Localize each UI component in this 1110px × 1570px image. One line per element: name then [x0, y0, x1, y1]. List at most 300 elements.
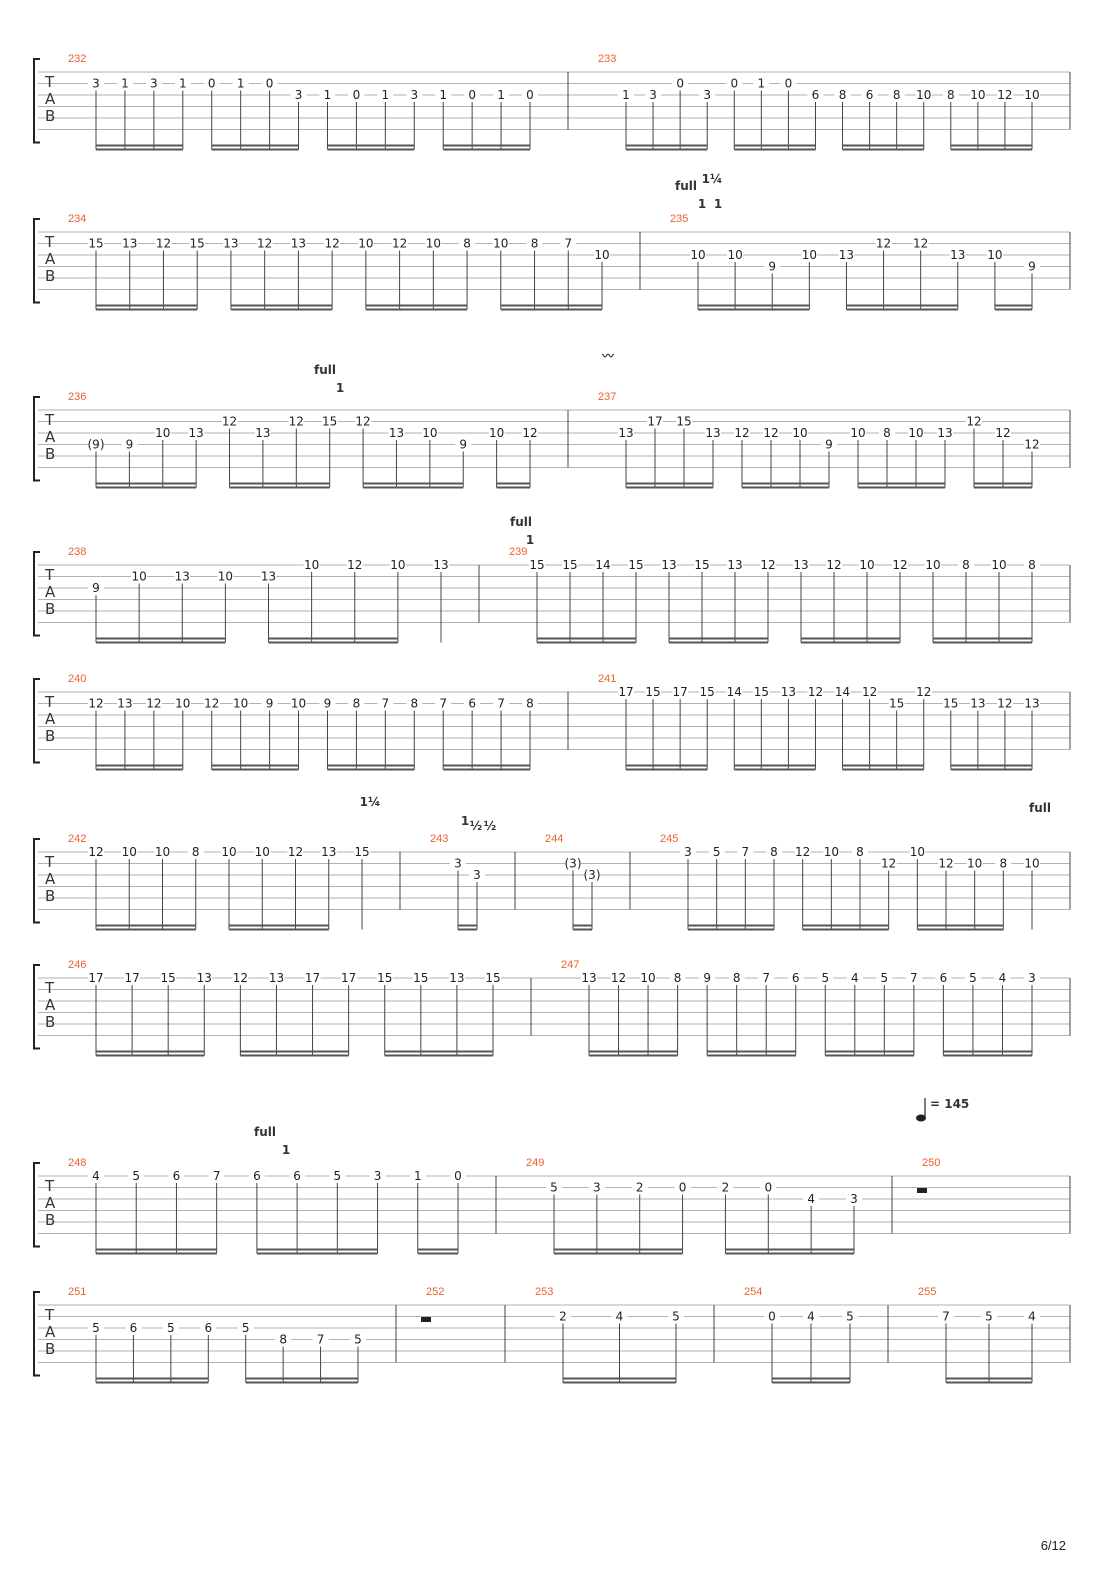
bend-annotation: 1	[697, 197, 707, 211]
bend-annotation: full	[1029, 801, 1051, 815]
fret-number: 15	[676, 414, 692, 429]
fret-number: 12	[1024, 437, 1040, 452]
fret-number: 4	[1028, 1309, 1036, 1324]
fret-number: 8	[673, 971, 682, 985]
beam	[707, 1051, 796, 1053]
measure-number: 237	[598, 391, 617, 403]
fret-number: 15	[753, 685, 769, 699]
fret-number: 15	[485, 971, 501, 985]
tab-clef-letter: T	[45, 411, 55, 429]
tab-clef-letter: T	[45, 566, 55, 584]
fret-number: 3	[454, 856, 462, 871]
fret-number: 9	[825, 437, 833, 452]
beam	[946, 1378, 1032, 1380]
fret-number: 4	[850, 971, 859, 985]
tab-clef-letter: B	[45, 600, 56, 618]
fret-number: 10	[217, 569, 234, 584]
beam	[96, 765, 183, 767]
fret-number: 15	[413, 971, 429, 985]
beam	[734, 765, 815, 767]
system-bracket	[34, 839, 40, 923]
fret-number: 13	[705, 426, 721, 440]
tab-clef-letter: A	[45, 583, 56, 601]
fret-number: 10	[425, 236, 441, 251]
measure-number: 241	[598, 673, 617, 685]
beam	[626, 149, 707, 151]
fret-number: 12	[391, 236, 408, 251]
fret-number: 9	[459, 437, 468, 452]
fret-number: 8	[410, 696, 419, 711]
beam	[96, 305, 197, 307]
fret-number: 3	[649, 88, 657, 102]
fret-number: 1	[323, 88, 332, 102]
fret-number: 12	[997, 696, 1013, 711]
fret-number: 12	[355, 414, 371, 429]
fret-number: 0	[352, 88, 361, 102]
fret-number: 10	[925, 558, 941, 572]
fret-number: 10	[390, 558, 406, 572]
fret-number: 10	[908, 426, 924, 440]
beam	[554, 1249, 683, 1251]
fret-number: 10	[303, 558, 320, 572]
beam	[589, 1055, 678, 1057]
fret-number: 5	[985, 1309, 993, 1324]
beam	[995, 305, 1032, 307]
fret-number: 5	[354, 1332, 362, 1347]
fret-number: 7	[910, 971, 918, 985]
fret-number: 4	[807, 1309, 815, 1324]
beam	[385, 1051, 493, 1053]
fret-number: 17	[618, 685, 634, 699]
fret-number: 10	[967, 856, 983, 871]
tab-clef-letter: B	[45, 107, 56, 125]
beam	[327, 145, 414, 147]
beam	[443, 765, 530, 767]
beam	[951, 149, 1032, 151]
beam	[443, 149, 530, 151]
fret-number: 12	[734, 426, 750, 440]
fret-number: 12	[257, 236, 273, 251]
fret-number: 1	[439, 88, 448, 102]
fret-number: 13	[433, 558, 449, 572]
fret-number: 10	[155, 426, 171, 440]
beam	[725, 1253, 854, 1255]
fret-number: 15	[562, 558, 578, 572]
beam	[501, 309, 602, 311]
bend-annotation: ½	[469, 819, 483, 833]
fret-number: 10	[987, 248, 1003, 262]
vibrato-icon: 〰	[601, 349, 615, 363]
system-bracket	[34, 1163, 40, 1247]
beam	[995, 309, 1032, 311]
fret-number: 13	[122, 236, 138, 251]
fret-number: 13	[223, 236, 239, 251]
beam	[917, 925, 1003, 927]
beam	[231, 309, 332, 311]
beam	[418, 1253, 458, 1255]
fret-number: 17	[124, 971, 140, 985]
fret-number: 8	[770, 845, 778, 859]
fret-number: 4	[807, 1192, 815, 1206]
system-bracket	[34, 965, 40, 1049]
fret-number: 9	[1028, 259, 1036, 274]
fret-number: 3	[373, 1169, 382, 1183]
fret-number: 3	[92, 76, 100, 91]
bend-annotation: ½	[483, 819, 497, 833]
beam	[363, 483, 463, 485]
fret-number: 12	[966, 414, 982, 429]
fret-number: 13	[838, 248, 855, 262]
beam	[96, 487, 196, 489]
fret-number: 5	[167, 1321, 175, 1335]
beam	[858, 487, 945, 489]
fret-number: 8	[530, 236, 539, 251]
beam	[563, 1382, 676, 1384]
measure-number: 244	[545, 833, 564, 845]
fret-number: 3	[1028, 971, 1036, 985]
fret-number: 12	[795, 845, 811, 859]
fret-number: 12	[146, 696, 162, 711]
fret-number: 10	[233, 696, 249, 711]
fret-number: 10	[131, 569, 147, 584]
fret-number: 5	[241, 1321, 250, 1335]
fret-number: 2	[721, 1180, 730, 1195]
beam	[825, 1055, 914, 1057]
beam	[573, 929, 592, 931]
fret-number: 13	[661, 558, 677, 572]
fret-number: 0	[454, 1169, 462, 1183]
fret-number: 0	[768, 1309, 776, 1324]
beam	[269, 638, 398, 640]
fret-number: 1	[757, 76, 766, 91]
beam	[843, 149, 924, 151]
fret-number: 13	[970, 696, 986, 711]
fret-number: 3	[593, 1180, 601, 1195]
fret-number: 10	[488, 426, 505, 440]
fret-number: 10	[254, 845, 270, 859]
fret-number: 3	[703, 88, 712, 102]
beam	[951, 765, 1032, 767]
fret-number: 12	[763, 426, 779, 440]
fret-number: 5	[550, 1180, 558, 1195]
fret-number: 17	[88, 971, 104, 985]
fret-number: 5	[92, 1321, 100, 1335]
fret-number: 10	[909, 845, 925, 859]
fret-number: 15	[628, 558, 644, 572]
fret-number: 7	[381, 696, 390, 711]
fret-number: 6	[172, 1169, 181, 1183]
fret-number: 10	[358, 236, 374, 251]
beam	[951, 145, 1032, 147]
system-bracket	[34, 679, 40, 763]
fret-number: 2	[559, 1309, 567, 1324]
beam	[96, 1051, 204, 1053]
fret-number: 5	[821, 971, 830, 985]
beam	[742, 487, 829, 489]
measure-number: 247	[561, 959, 580, 971]
beam	[366, 305, 467, 307]
fret-number: 8	[883, 426, 891, 440]
fret-number: 12	[760, 558, 776, 572]
fret-number: 8	[352, 696, 361, 711]
measure-number: 251	[68, 1286, 87, 1298]
fret-number: 10	[154, 845, 171, 859]
fret-number: 13	[388, 426, 405, 440]
beam	[734, 149, 815, 151]
fret-number: 10	[792, 426, 808, 440]
measure-number: 238	[68, 546, 87, 558]
fret-number: 6	[253, 1169, 261, 1183]
fret-number: 10	[121, 845, 137, 859]
fret-number: 12	[88, 696, 104, 711]
beam	[801, 638, 900, 640]
fret-number: 15	[189, 236, 205, 251]
fret-number: 8	[191, 845, 200, 859]
fret-number: 10	[801, 248, 817, 262]
beam	[669, 642, 768, 644]
bend-annotation: 1¼	[359, 795, 381, 809]
fret-number: 9	[265, 696, 274, 711]
fret-number: 13	[321, 845, 337, 859]
fret-number: 12	[287, 845, 304, 859]
fret-number: 8	[526, 696, 534, 711]
fret-number: 12	[324, 236, 340, 251]
beam	[497, 487, 530, 489]
fret-number: (3)	[583, 868, 601, 882]
beam	[96, 638, 225, 640]
fret-number: 13	[937, 426, 953, 440]
system-bracket	[34, 1292, 40, 1376]
measure-number: 245	[660, 833, 679, 845]
beam	[363, 487, 463, 489]
fret-number: 12	[288, 414, 304, 429]
bend-annotation: 1	[281, 1143, 291, 1157]
beam	[825, 1051, 914, 1053]
beam	[269, 642, 398, 644]
fret-number: (3)	[564, 856, 582, 871]
beam	[742, 483, 829, 485]
tab-clef-letter: B	[45, 1340, 56, 1358]
fret-number: 5	[712, 845, 721, 859]
system-bracket	[34, 59, 40, 143]
fret-number: 15	[354, 845, 370, 859]
half-rest	[917, 1188, 927, 1193]
beam	[327, 149, 414, 151]
fret-number: 0	[526, 88, 534, 102]
beam	[772, 1382, 850, 1384]
fret-number: 3	[410, 88, 419, 102]
fret-number: 7	[942, 1309, 950, 1324]
beam	[96, 1253, 217, 1255]
fret-number: 13	[188, 426, 204, 440]
fret-number: 6	[293, 1169, 301, 1183]
tab-clef-letter: A	[45, 90, 56, 108]
fret-number: 12	[610, 971, 627, 985]
fret-number: 13	[268, 971, 285, 985]
fret-number: 14	[834, 685, 851, 699]
fret-number: 10	[991, 558, 1007, 572]
beam	[231, 305, 332, 307]
fret-number: 5	[132, 1169, 141, 1183]
fret-number: 10	[640, 971, 656, 985]
beam	[669, 638, 768, 640]
fret-number: 14	[726, 685, 742, 699]
beam	[418, 1249, 458, 1251]
fret-number: 10	[175, 696, 191, 711]
fret-number: 1	[497, 88, 505, 102]
fret-number: 6	[468, 696, 476, 711]
bend-annotation: full	[254, 1125, 276, 1139]
beam	[537, 642, 636, 644]
beam	[443, 145, 530, 147]
fret-number: 12	[155, 236, 172, 251]
beam	[327, 765, 414, 767]
fret-number: 0	[676, 76, 684, 91]
fret-number: 15	[694, 558, 710, 572]
beam	[327, 769, 414, 771]
fret-number: 10	[727, 248, 743, 262]
beam	[96, 769, 183, 771]
fret-number: 6	[204, 1321, 213, 1335]
fret-number: 10	[850, 426, 866, 440]
measure-number: 234	[68, 213, 87, 225]
beam	[589, 1051, 678, 1053]
tab-clef-letter: T	[45, 1177, 55, 1195]
beam	[734, 145, 815, 147]
fret-number: 10	[1024, 856, 1040, 871]
beam	[385, 1055, 493, 1057]
fret-number: 12	[861, 685, 878, 699]
system-bracket	[34, 219, 40, 303]
beam	[212, 765, 299, 767]
beam	[96, 145, 183, 147]
tab-clef-letter: A	[45, 250, 56, 268]
fret-number: 3	[850, 1192, 858, 1206]
fret-number: 8	[463, 236, 471, 251]
fret-number: 5	[969, 971, 977, 985]
fret-number: 0	[764, 1180, 773, 1195]
fret-number: 3	[684, 845, 692, 859]
fret-number: 12	[938, 856, 954, 871]
fret-number: 10	[290, 696, 307, 711]
fret-number: 12	[892, 558, 908, 572]
beam	[246, 1378, 358, 1380]
fret-number: 15	[529, 558, 545, 572]
fret-number: 9	[125, 437, 134, 452]
beam	[497, 483, 530, 485]
fret-number: 9	[768, 259, 777, 274]
fret-number: 3	[294, 88, 303, 102]
fret-number: 8	[962, 558, 970, 572]
fret-number: 10	[690, 248, 706, 262]
measure-number: 249	[526, 1157, 545, 1169]
fret-number: 4	[615, 1309, 624, 1324]
beam	[803, 925, 889, 927]
fret-number: 12	[347, 558, 363, 572]
fret-number: 6	[939, 971, 948, 985]
fret-number: 10	[859, 558, 875, 572]
fret-number: 8	[999, 856, 1008, 871]
tempo-marking: = 145	[930, 1097, 970, 1111]
system-bracket	[34, 552, 40, 636]
fret-number: 15	[943, 696, 959, 711]
fret-number: 10	[422, 426, 438, 440]
fret-number: 13	[780, 685, 797, 699]
tab-clef-letter: A	[45, 1323, 56, 1341]
fret-number: 8	[856, 845, 864, 859]
tab-clef-letter: A	[45, 870, 56, 888]
fret-number: 0	[207, 76, 216, 91]
beam	[212, 145, 299, 147]
fret-number: 6	[129, 1321, 138, 1335]
tab-clef-letter: B	[45, 267, 56, 285]
fret-number: 12	[88, 845, 104, 859]
bend-annotation: 1	[460, 814, 470, 828]
fret-number: 13	[117, 696, 133, 711]
fret-number: 13	[581, 971, 597, 985]
tab-clef-letter: T	[45, 853, 55, 871]
beam	[943, 1051, 1032, 1053]
fret-number: 13	[174, 569, 190, 584]
bend-annotation: 1	[525, 533, 535, 547]
beam	[240, 1051, 348, 1053]
measure-number: 243	[430, 833, 449, 845]
fret-number: 12	[221, 414, 238, 429]
bend-annotation: 1	[335, 381, 345, 395]
measure-number: 248	[68, 1157, 87, 1169]
tab-clef-letter: A	[45, 1194, 56, 1212]
fret-number: 8	[946, 88, 955, 102]
fret-number: 12	[875, 236, 892, 251]
fret-number: 15	[645, 685, 661, 699]
beam	[943, 1055, 1032, 1057]
beam	[698, 305, 809, 307]
fret-number: 12	[913, 236, 929, 251]
beam	[230, 487, 330, 489]
beam	[96, 925, 196, 927]
fret-number: 4	[92, 1169, 100, 1183]
beam	[688, 925, 774, 927]
fret-number: 13	[618, 426, 634, 440]
fret-number: 12	[995, 426, 1011, 440]
fret-number: 12	[807, 685, 824, 699]
beam	[458, 929, 477, 931]
fret-number: 5	[880, 971, 889, 985]
measure-number: 233	[598, 53, 617, 65]
fret-number: 0	[784, 76, 793, 91]
fret-number: 17	[340, 971, 357, 985]
tab-clef-letter: B	[45, 445, 56, 463]
fret-number: 17	[672, 685, 688, 699]
fret-number: 8	[279, 1332, 287, 1347]
beam	[257, 1249, 378, 1251]
fret-number: 10	[916, 88, 932, 102]
fret-number: 0	[468, 88, 476, 102]
beam	[917, 929, 1003, 931]
fret-number: 12	[997, 88, 1013, 102]
beam	[212, 149, 299, 151]
beam	[96, 149, 183, 151]
beam	[933, 638, 1032, 640]
fret-number: 4	[998, 971, 1007, 985]
beam	[626, 765, 707, 767]
tab-clef-letter: T	[45, 233, 55, 251]
fret-number: 3	[150, 76, 158, 91]
bend-annotation: 1	[713, 197, 723, 211]
beam	[843, 769, 924, 771]
beam	[96, 642, 225, 644]
measure-number: 250	[922, 1157, 941, 1169]
